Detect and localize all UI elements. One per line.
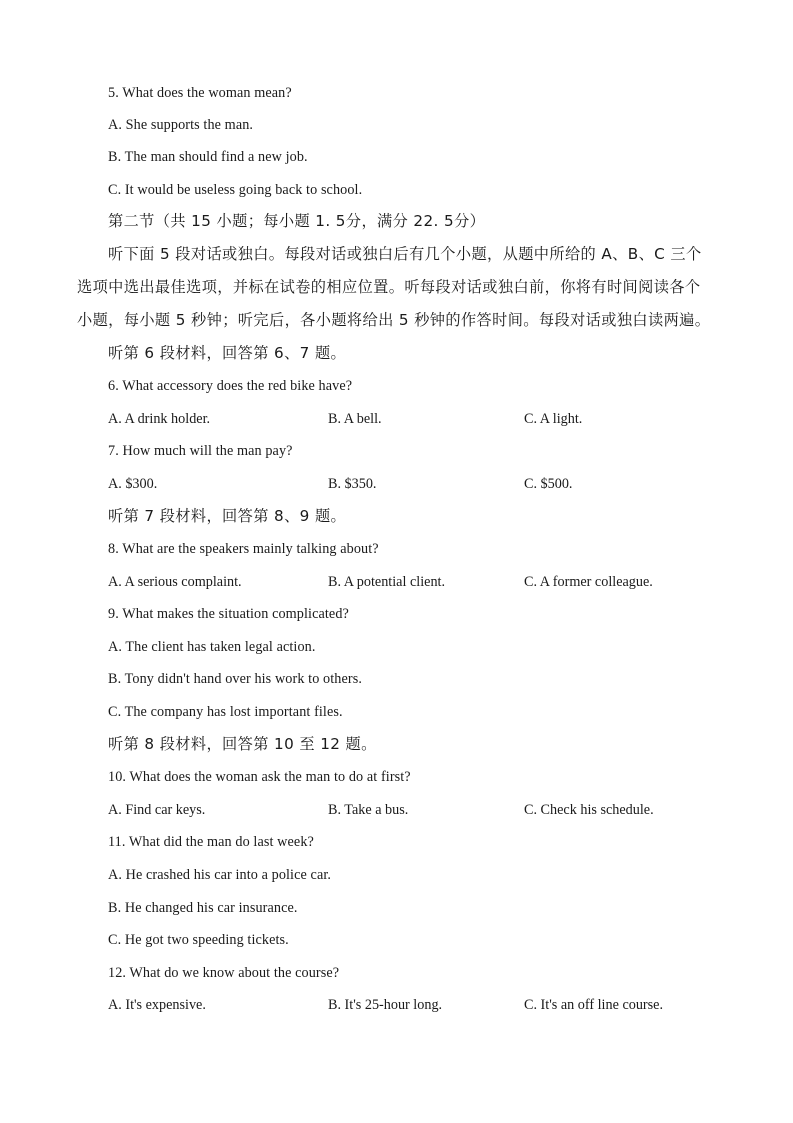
q10-option-c: C. Check his schedule. bbox=[524, 802, 654, 818]
q10-option-b: B. Take a bus. bbox=[328, 802, 409, 818]
dialogue-6-intro: 听第 6 段材料，回答第 6、7 题。 bbox=[108, 344, 347, 362]
q8-option-a: A. A serious complaint. bbox=[108, 574, 242, 590]
q5-option-b: B. The man should find a new job. bbox=[108, 149, 308, 165]
dialogue-7-intro: 听第 7 段材料，回答第 8、9 题。 bbox=[108, 507, 347, 525]
q6-option-c: C. A light. bbox=[524, 411, 583, 427]
q12-option-b: B. It's 25-hour long. bbox=[328, 997, 443, 1013]
question-7: 7. How much will the man pay? bbox=[108, 443, 293, 459]
q5-option-c: C. It would be useless going back to school. bbox=[108, 182, 363, 198]
q11-option-c: C. He got two speeding tickets. bbox=[108, 932, 289, 948]
dialogue-8-intro: 听第 8 段材料，回答第 10 至 12 题。 bbox=[108, 735, 377, 753]
q9-option-b: B. Tony didn't hand over his work to others. bbox=[108, 671, 362, 687]
question-11: 11. What did the man do last week? bbox=[108, 834, 314, 850]
q7-option-a: A. $300. bbox=[108, 476, 158, 492]
q9-option-a: A. The client has taken legal action. bbox=[108, 639, 316, 655]
question-12: 12. What do we know about the course? bbox=[108, 965, 340, 981]
q11-option-a: A. He crashed his car into a police car. bbox=[108, 867, 332, 883]
q7-option-c: C. $500. bbox=[524, 476, 573, 492]
instructions-line-3: 小题，每小题 5 秒钟；听完后，各小题将给出 5 秒钟的作答时间。每段对话或独白读两遍。 bbox=[77, 311, 711, 329]
question-5: 5. What does the woman mean? bbox=[108, 85, 292, 101]
q5-option-a: A. She supports the man. bbox=[108, 117, 254, 133]
question-8: 8. What are the speakers mainly talking about? bbox=[108, 541, 379, 557]
q6-option-a: A. A drink holder. bbox=[108, 411, 211, 427]
instructions-line-2: 选项中选出最佳选项，并标在试卷的相应位置。听每段对话或独白前，你将有时间阅读各个 bbox=[77, 278, 701, 296]
q6-option-b: B. A bell. bbox=[328, 411, 382, 427]
q12-option-a: A. It's expensive. bbox=[108, 997, 206, 1013]
q11-option-b: B. He changed his car insurance. bbox=[108, 900, 298, 916]
instructions-line-1: 听下面 5 段对话或独白。每段对话或独白后有几个小题，从题中所给的 A、B、C 三个 bbox=[108, 245, 702, 263]
question-6: 6. What accessory does the red bike have? bbox=[108, 378, 353, 394]
q10-option-a: A. Find car keys. bbox=[108, 802, 206, 818]
question-10: 10. What does the woman ask the man to do at first? bbox=[108, 769, 411, 785]
question-9: 9. What makes the situation complicated? bbox=[108, 606, 349, 622]
q8-option-b: B. A potential client. bbox=[328, 574, 446, 590]
q9-option-c: C. The company has lost important files. bbox=[108, 704, 343, 720]
section-2-heading: 第二节（共 15 小题；每小题 1. 5分，满分 22. 5分） bbox=[108, 212, 486, 230]
q8-option-c: C. A former colleague. bbox=[524, 574, 653, 590]
q12-option-c: C. It's an off line course. bbox=[524, 997, 664, 1013]
q7-option-b: B. $350. bbox=[328, 476, 377, 492]
